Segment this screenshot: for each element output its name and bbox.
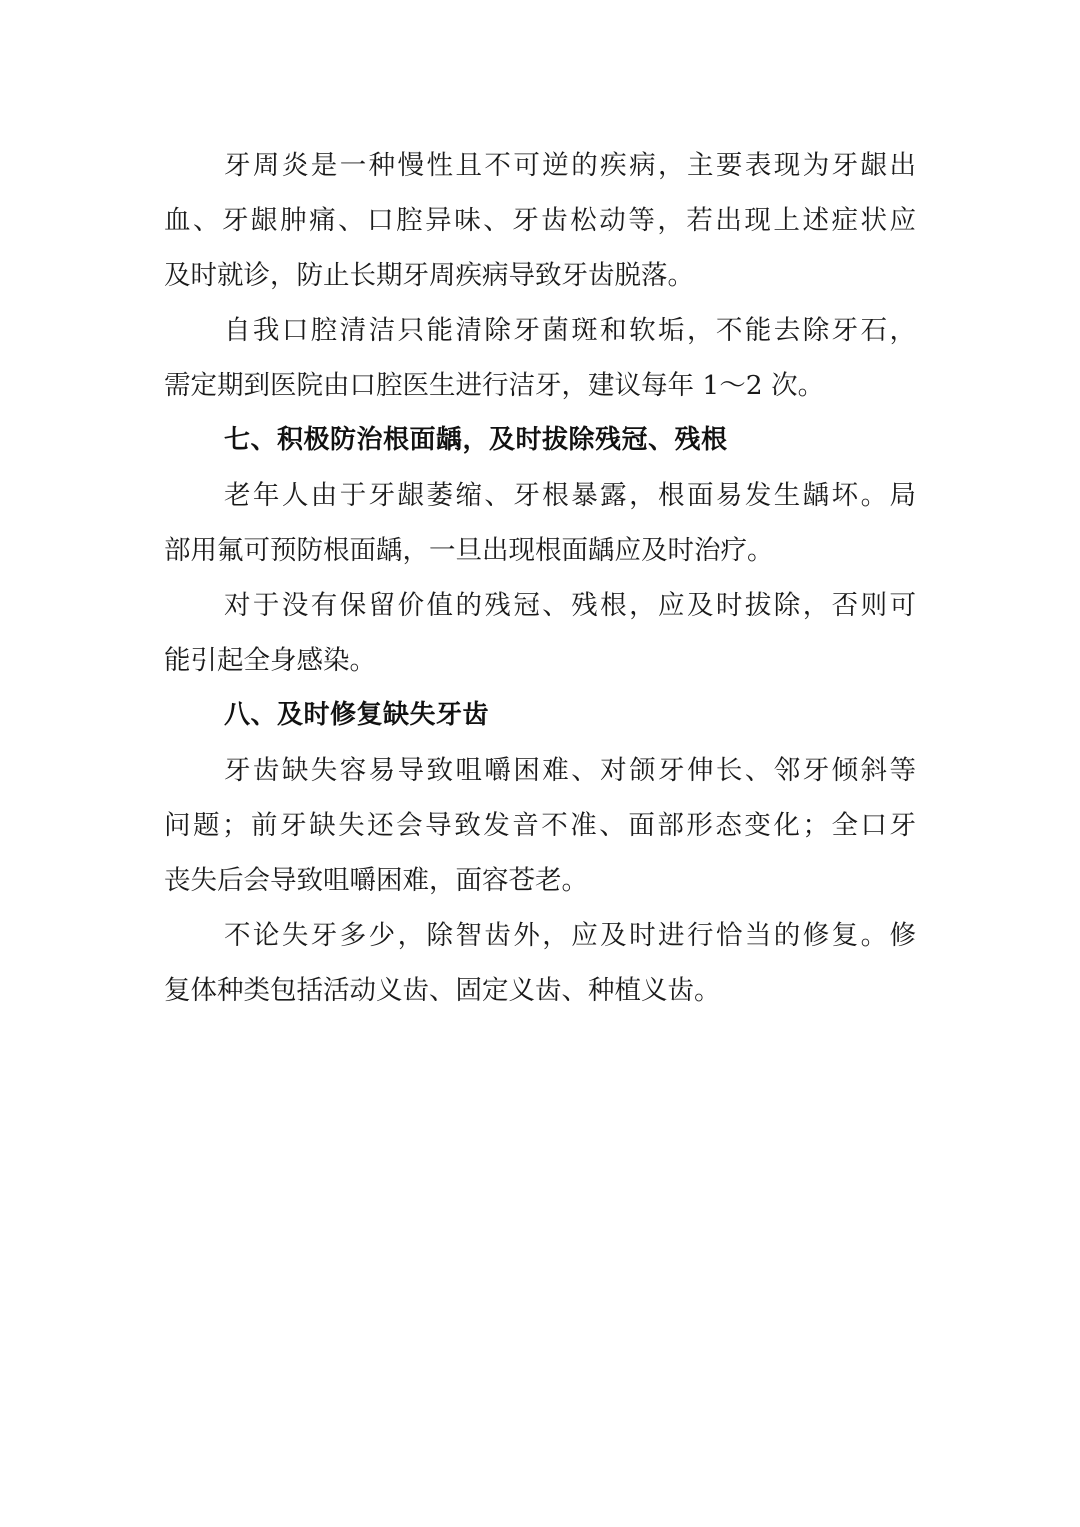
- text-line: 血、牙龈肿痛、口腔异味、牙齿松动等，若出现上述症状应: [164, 205, 916, 236]
- text-line: 自我口腔清洁只能清除牙菌斑和软垢，不能去除牙石，: [224, 315, 916, 346]
- paragraph-extraction: [164, 578, 916, 688]
- text-line: 对于没有保留价值的残冠、残根，应及时拔除，否则可: [224, 590, 916, 621]
- paragraph-tooth-loss: [164, 743, 916, 908]
- text-line: 复体种类包括活动义齿、固定义齿、种植义齿。: [164, 975, 721, 1006]
- paragraph-restoration: [164, 908, 916, 1018]
- text-line: 能引起全身感染。: [164, 645, 376, 676]
- section-heading-seven: 七、积极防治根面龋，及时拔除残冠、残根: [224, 425, 728, 455]
- text-line: 老年人由于牙龈萎缩、牙根暴露，根面易发生龋坏。局: [224, 480, 916, 511]
- text-line: 部用氟可预防根面龋，一旦出现根面龋应及时治疗。: [164, 535, 774, 566]
- text-line: 及时就诊，防止长期牙周疾病导致牙齿脱落。: [164, 260, 694, 291]
- paragraph-root-caries: [164, 468, 916, 578]
- text-line: 不论失牙多少，除智齿外，应及时进行恰当的修复。修: [224, 920, 916, 951]
- document-body: [164, 138, 916, 1018]
- text-line: 牙齿缺失容易导致咀嚼困难、对颌牙伸长、邻牙倾斜等: [224, 755, 916, 786]
- text-line: 丧失后会导致咀嚼困难，面容苍老。: [164, 865, 588, 896]
- text-line: 问题；前牙缺失还会导致发音不准、面部形态变化；全口牙: [164, 810, 916, 841]
- paragraph-self-cleaning: [164, 303, 916, 413]
- text-line: 需定期到医院由口腔医生进行洁牙，建议每年 1～2 次。: [164, 370, 825, 401]
- text-line: 牙周炎是一种慢性且不可逆的疾病，主要表现为牙龈出: [224, 150, 916, 181]
- section-heading-eight: 八、及时修复缺失牙齿: [224, 700, 490, 730]
- paragraph-periodontitis: [164, 138, 916, 303]
